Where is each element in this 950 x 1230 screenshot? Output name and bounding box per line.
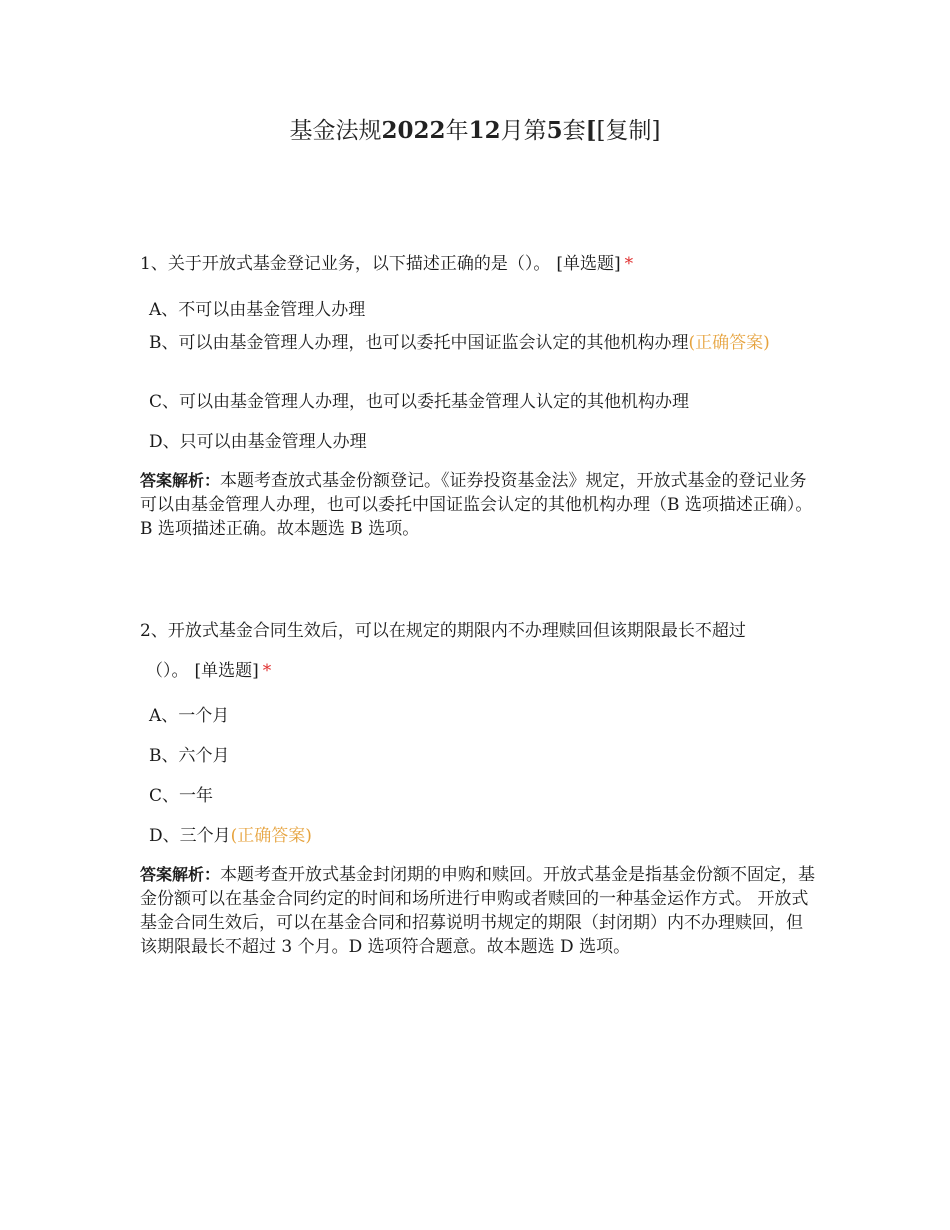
title-set: 5 bbox=[546, 117, 563, 144]
q1-option-d[interactable] bbox=[149, 429, 809, 455]
analysis-text: 本题考查开放式基金封闭期的申购和赎回。开放式基金是指基金份额不固定，基金份额可以在基金合同约定的时间和场所进行申购或者赎回的一种基金运作方式。 开放式基金合同生效后，可以在基金合同和招募说明书规定的期限（封闭期）内不办理赎回，但该期限最长不超过 3 个月。D 选项符合题意。故本题选 D 选项。 bbox=[140, 865, 816, 957]
option-text: D、三个月 bbox=[149, 826, 231, 846]
title-month: 12 bbox=[468, 117, 501, 144]
question-type: [单选题] bbox=[556, 254, 621, 274]
option-text: D、只可以由基金管理人办理 bbox=[149, 432, 367, 452]
title-text: 月第 bbox=[500, 118, 547, 144]
title-copy-suffix: [复制] bbox=[596, 118, 661, 144]
correct-answer-tag: (正确答案) bbox=[230, 826, 312, 846]
question-text: 2、开放式基金合同生效后，可以在规定的期限内不办理赎回但该期限最长不超过 bbox=[140, 621, 746, 641]
title-text: 年 bbox=[445, 118, 469, 144]
title-text: 基金法规 bbox=[289, 118, 382, 144]
option-text: C、可以由基金管理人办理，也可以委托基金管理人认定的其他机构办理 bbox=[149, 392, 690, 412]
required-mark: * bbox=[624, 254, 634, 274]
analysis-text: 本题考查放式基金份额登记。《证券投资基金法》规定，开放式基金的登记业务可以由基金管理人办理，也可以委托中国证监会认定的其他机构办理（B 选项描述正确）。B 选项描述正确。故本题选 B 选项。 bbox=[140, 471, 813, 539]
analysis-label: 答案解析： bbox=[140, 471, 221, 490]
page-title: 基金法规2022年12月第5套[[复制] bbox=[289, 117, 661, 144]
question-text: 1、关于开放式基金登记业务，以下描述正确的是（）。 bbox=[140, 254, 551, 274]
question-2-stem bbox=[140, 611, 812, 691]
option-text: A、不可以由基金管理人办理 bbox=[149, 300, 366, 320]
q1-option-a[interactable] bbox=[149, 297, 809, 323]
correct-answer-tag: (正确答案) bbox=[688, 333, 770, 353]
title-text: 套 bbox=[562, 118, 586, 144]
q1-option-b[interactable] bbox=[149, 330, 809, 356]
q2-analysis bbox=[140, 863, 815, 959]
q1-option-c[interactable] bbox=[149, 389, 809, 415]
q2-option-b[interactable] bbox=[149, 743, 809, 769]
question-type: [单选题] bbox=[194, 661, 259, 681]
analysis-label: 答案解析： bbox=[140, 865, 221, 884]
q1-analysis bbox=[140, 469, 815, 541]
q2-option-d[interactable] bbox=[149, 823, 809, 849]
required-mark: * bbox=[262, 661, 272, 681]
option-text: C、一年 bbox=[149, 786, 214, 806]
option-text: B、六个月 bbox=[149, 746, 230, 766]
title-year: 2022 bbox=[381, 117, 446, 144]
option-text: B、可以由基金管理人办理，也可以委托中国证监会认定的其他机构办理 bbox=[149, 333, 689, 353]
q2-option-a[interactable] bbox=[149, 703, 809, 729]
option-text: A、一个月 bbox=[149, 706, 230, 726]
question-1-stem bbox=[140, 244, 812, 284]
question-text: （）。 bbox=[146, 661, 189, 681]
q2-option-c[interactable] bbox=[149, 783, 809, 809]
